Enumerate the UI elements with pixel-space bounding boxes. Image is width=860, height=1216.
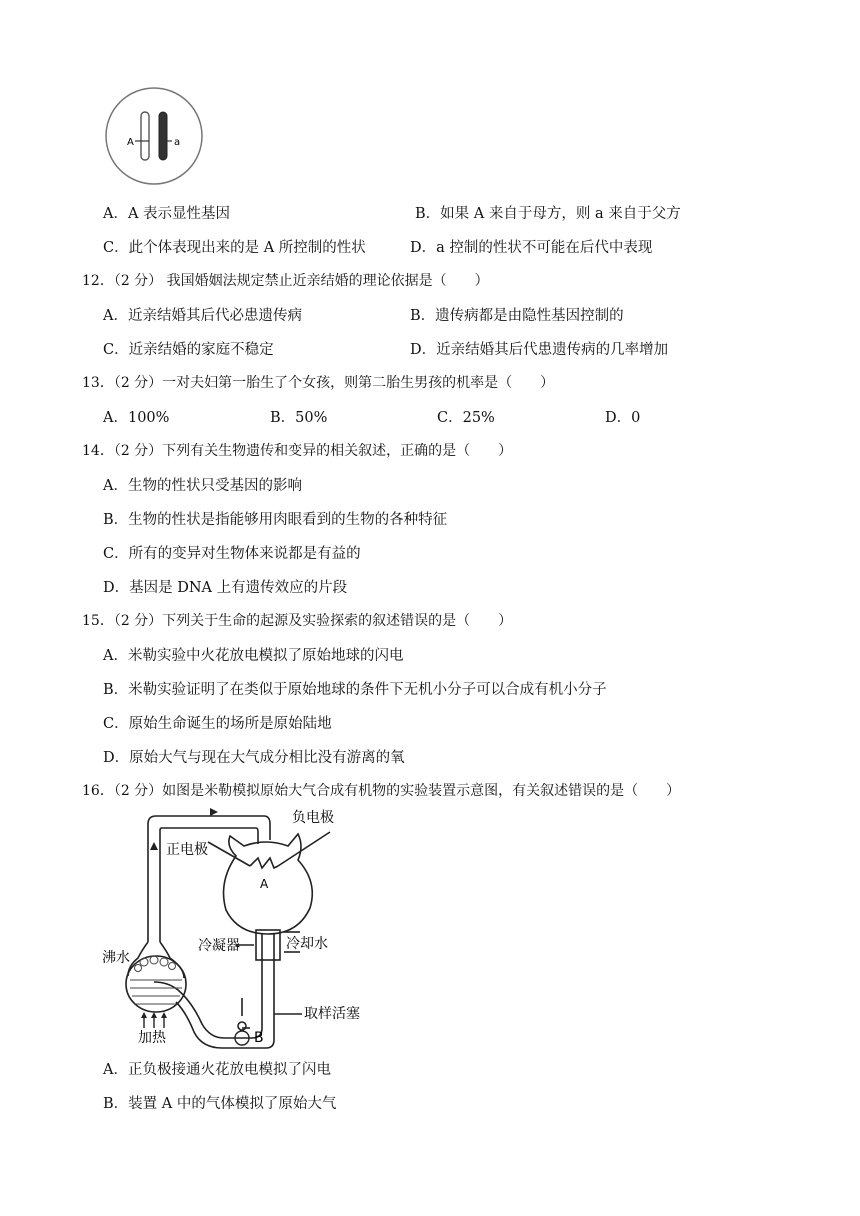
- chromosome-pair-figure: [100, 86, 210, 186]
- q13-option-c: C．25%: [437, 410, 495, 426]
- label-sample-b: B: [254, 1030, 264, 1046]
- q12-option-b: B．遗传病都是由隐性基因控制的: [410, 308, 624, 324]
- q13-stem: 13．（2 分）一对夫妇第一胎生了个女孩，则第二胎生男孩的机率是（ ）: [82, 375, 555, 391]
- label-boiling-water: 沸水: [102, 950, 130, 966]
- q14-option-d: D．基因是 DNA 上有遗传效应的片段: [103, 580, 348, 596]
- q14-stem: 14．（2 分）下列有关生物遗传和变异的相关叙述，正确的是（ ）: [82, 443, 513, 459]
- chromosome-light: [141, 112, 149, 160]
- q15-option-c: C．原始生命诞生的场所是原始陆地: [103, 716, 332, 732]
- q16-option-a: A．正负极接通火花放电模拟了闪电: [103, 1062, 331, 1078]
- label-positive-electrode: 正电极: [166, 842, 208, 858]
- label-cooling-water: 冷却水: [286, 936, 328, 952]
- q15-stem: 15．（2 分）下列关于生命的起源及实验探索的叙述错误的是（ ）: [82, 613, 513, 629]
- label-negative-electrode: 负电极: [292, 810, 334, 826]
- label-sampling-valve: 取样活塞: [304, 1006, 360, 1022]
- label-condenser: 冷凝器: [198, 938, 240, 954]
- label-flask-a: A: [260, 877, 269, 891]
- q15-option-d: D．原始大气与现在大气成分相比没有游离的氧: [103, 750, 405, 766]
- q12-option-c: C．近亲结婚的家庭不稳定: [103, 342, 274, 358]
- q15-option-b: B．米勒实验证明了在类似于原始地球的条件下无机小分子可以合成有机小分子: [103, 682, 607, 698]
- q11-option-d: D．a 控制的性状不可能在后代中表现: [410, 240, 653, 256]
- gene-label-a: a: [174, 137, 181, 148]
- q13-option-d: D．0: [605, 410, 641, 426]
- chromosome-dark: [159, 112, 167, 160]
- q16-option-b: B．装置 A 中的气体模拟了原始大气: [103, 1096, 337, 1112]
- q12-stem: 12．（2 分） 我国婚姻法规定禁止近亲结婚的理论依据是（ ）: [82, 273, 489, 289]
- q14-option-c: C．所有的变异对生物体来说都是有益的: [103, 546, 361, 562]
- q15-option-a: A．米勒实验中火花放电模拟了原始地球的闪电: [103, 648, 404, 664]
- q12-option-d: D．近亲结婚其后代患遗传病的几率增加: [410, 342, 669, 358]
- label-heating: 加热: [138, 1030, 166, 1046]
- q11-option-b: B．如果 A 来自于母方，则 a 来自于父方: [415, 206, 681, 222]
- q11-option-a: A．A 表示显性基因: [103, 206, 231, 222]
- q16-stem: 16．（2 分）如图是米勒模拟原始大气合成有机物的实验装置示意图，有关叙述错误的是（ ）: [82, 783, 681, 799]
- miller-apparatus-diagram: [98, 802, 378, 1050]
- q11-option-c: C．此个体表现出来的是 A 所控制的性状: [103, 240, 366, 256]
- q14-option-a: A．生物的性状只受基因的影响: [103, 478, 302, 494]
- gene-label-A: A: [127, 137, 134, 148]
- q12-option-a: A．近亲结婚其后代必患遗传病: [103, 308, 302, 324]
- q14-option-b: B．生物的性状是指能够用肉眼看到的生物的各种特征: [103, 512, 448, 528]
- q13-option-a: A．100%: [103, 410, 170, 426]
- q13-option-b: B．50%: [270, 410, 328, 426]
